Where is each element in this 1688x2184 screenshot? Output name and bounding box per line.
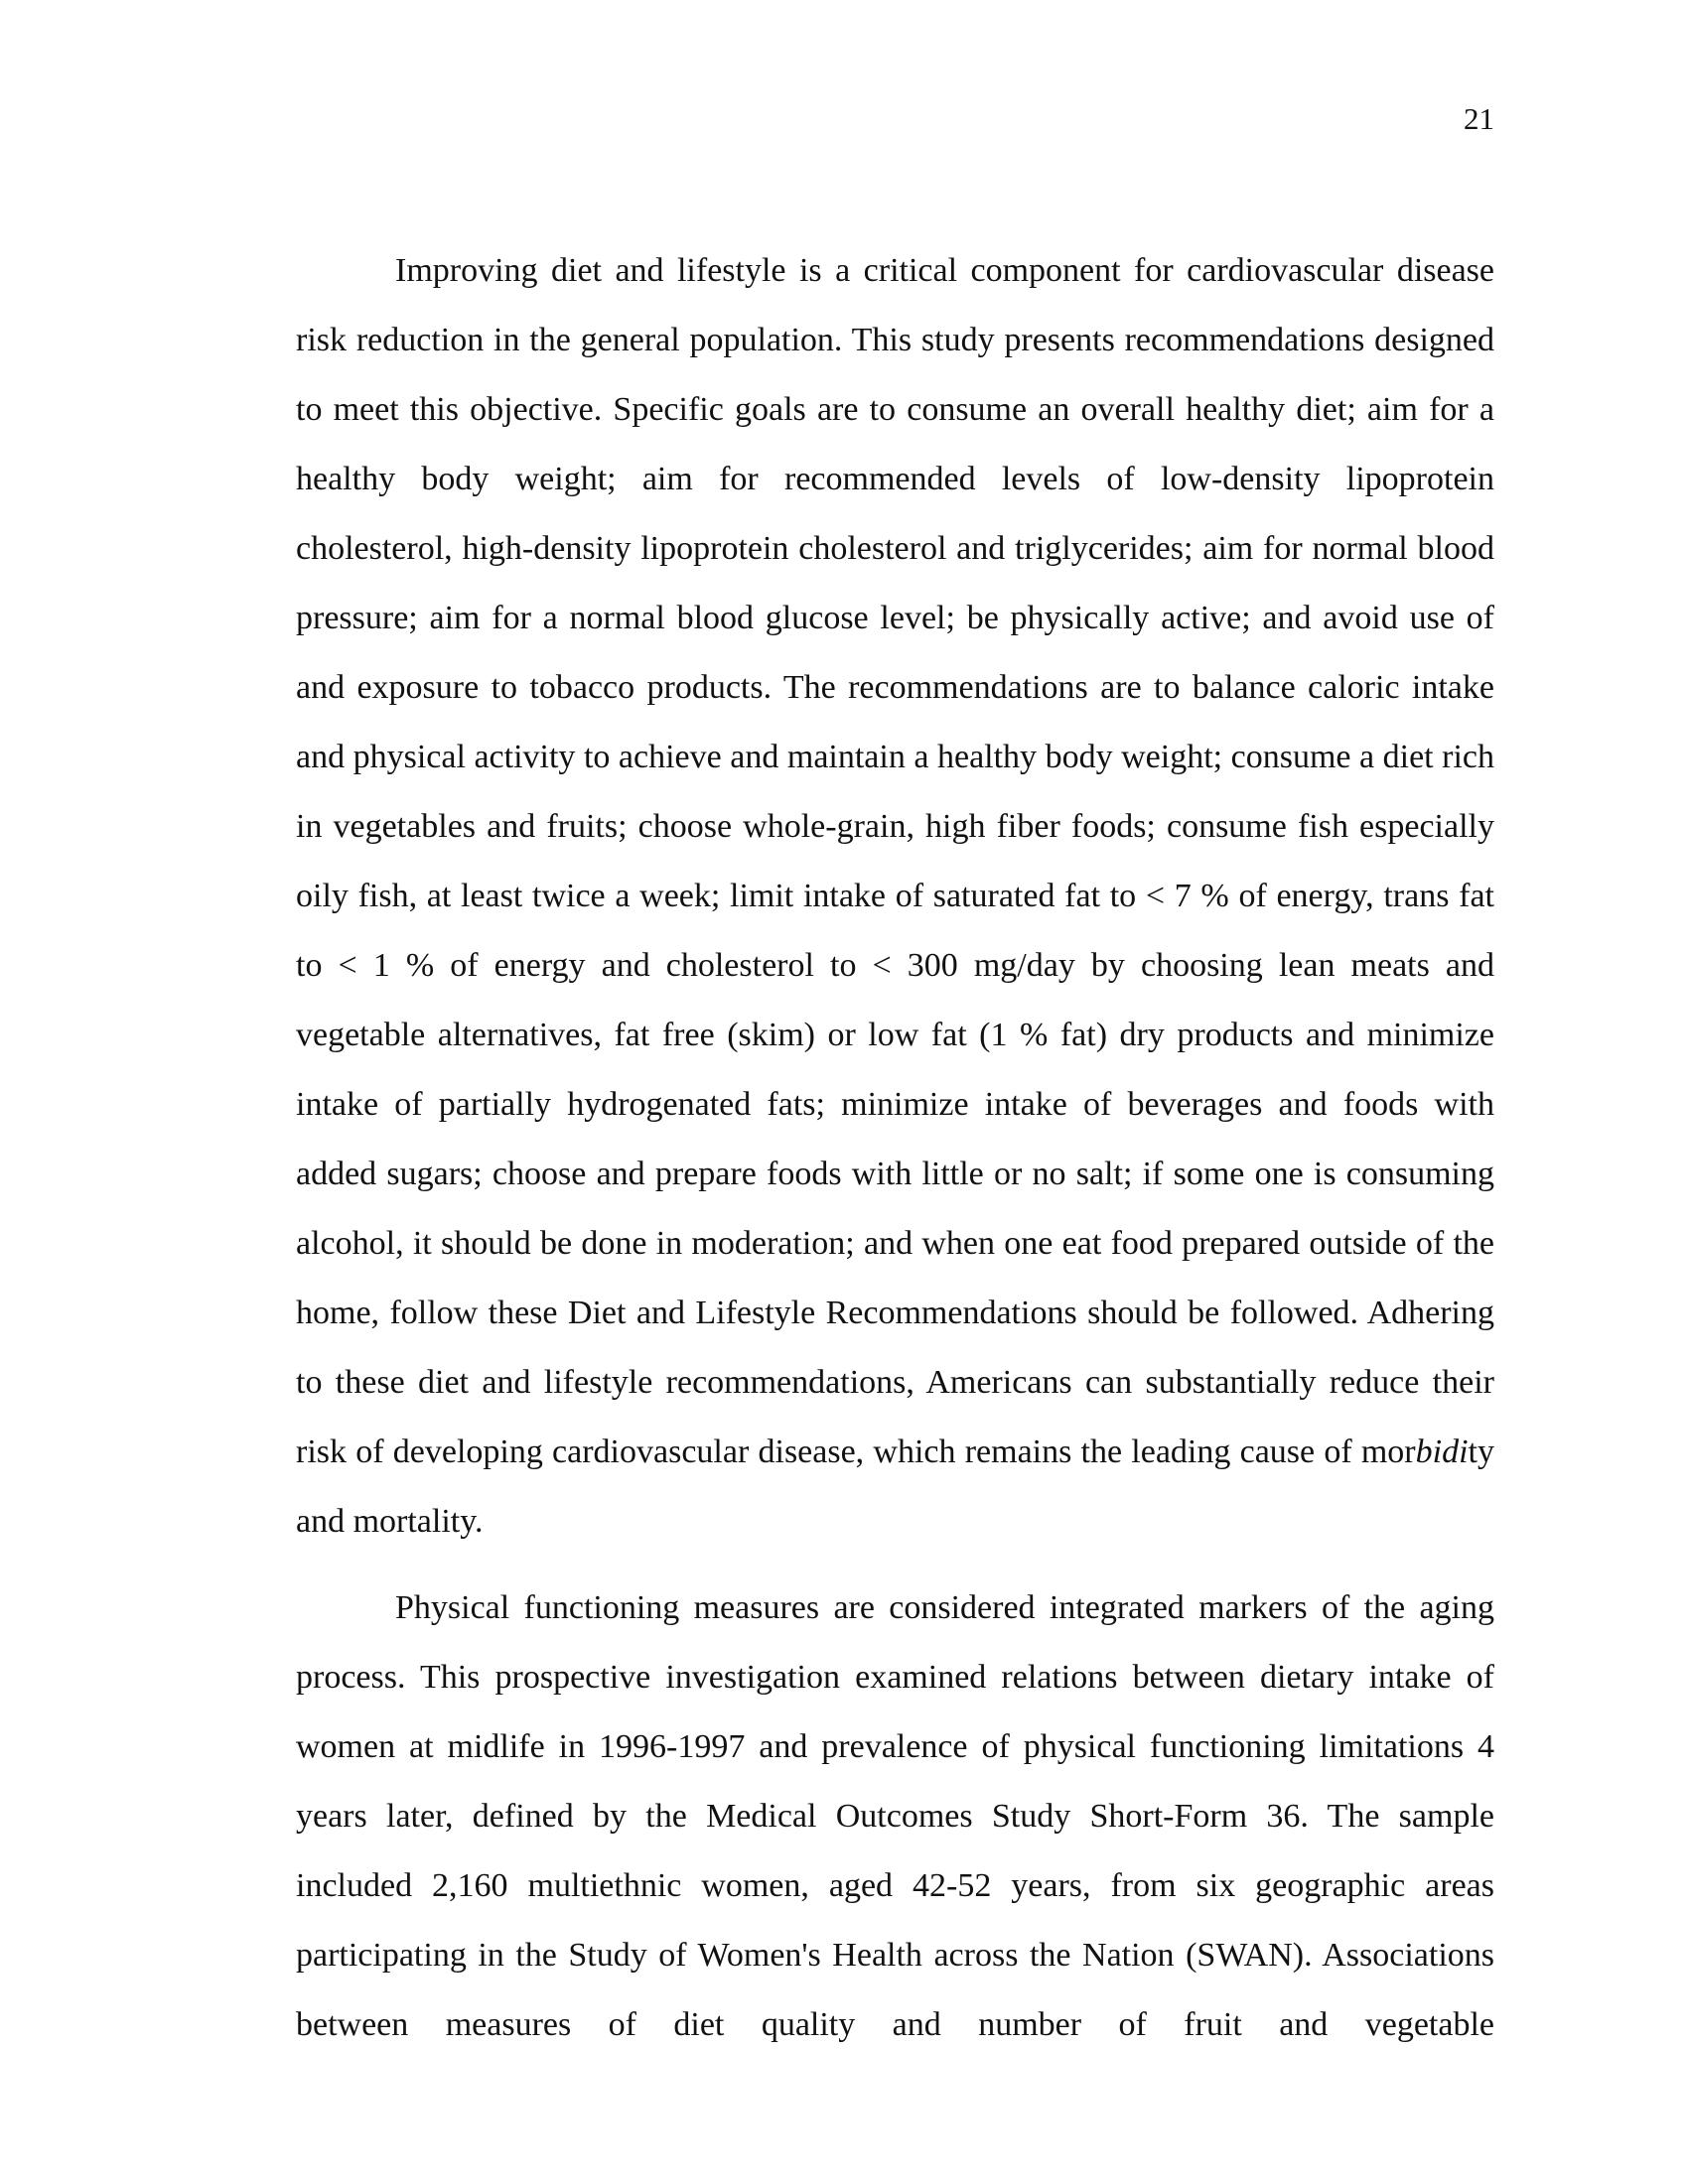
italic-text: bidi <box>1415 1433 1469 1470</box>
page-number: 21 <box>1464 101 1494 136</box>
paragraph-physical-functioning <box>296 1573 1494 2060</box>
body-text <box>296 236 1494 2077</box>
paragraph-text: Physical functioning measures are considered integrated markers of the aging process. This prospective investigation examined relations between dietary intake of women at midlife in 1996-1997 and prevalence of physical functioning limitations 4 years later, defined by the Medical Outcomes Study Short-Form 36. The sample included 2,160 multiethnic women, aged 42-52 years, from six geographic areas participating in the Study of Women's Health across the Nation (SWAN). Associations between measures of diet quality and number of fruit and vegetable <box>296 1589 1494 2043</box>
paragraph-diet-recommendations <box>296 236 1494 1557</box>
paragraph-text: Improving diet and lifestyle is a critical component for cardiovascular disease risk reduction in the general population. This study presents recommendations designed to meet this objective. Specific goals are to consume an overall healthy diet; aim for a healthy body weight; aim for recommended levels of low-density lipoprotein cholesterol, high-density lipoprotein cholesterol and triglycerides; aim for normal blood pressure; aim for a normal blood glucose level; be physically active; and avoid use of and exposure to tobacco products. The recommendations are to balance caloric intake and physical activity to achieve and maintain a healthy body weight; consume a diet rich in vegetables and fruits; choose whole-grain, high fiber foods; consume fish especially oily fish, at least twice a week; limit intake of saturated fat to < 7 % of energy, trans fat to < 1 % of energy and cholesterol to < 300 mg/day by choosing lean meats and vegetable alternatives, fat free (skim) or low fat (1 % fat) dry products and minimize intake of partially hydrogenated fats; minimize intake of beverages and foods with added sugars; choose and prepare foods with little or no salt; if some one is consuming alcohol, it should be done in moderation; and when one eat food prepared outside of the home, follow these Diet and Lifestyle Recommendations should be followed. Adhering to these diet and lifestyle recommendations, Americans can substantially reduce their risk of developing cardiovascular disease, which remains the leading cause of mor <box>296 252 1494 1470</box>
paragraph-text: ty and mortality. <box>296 1433 1494 1540</box>
